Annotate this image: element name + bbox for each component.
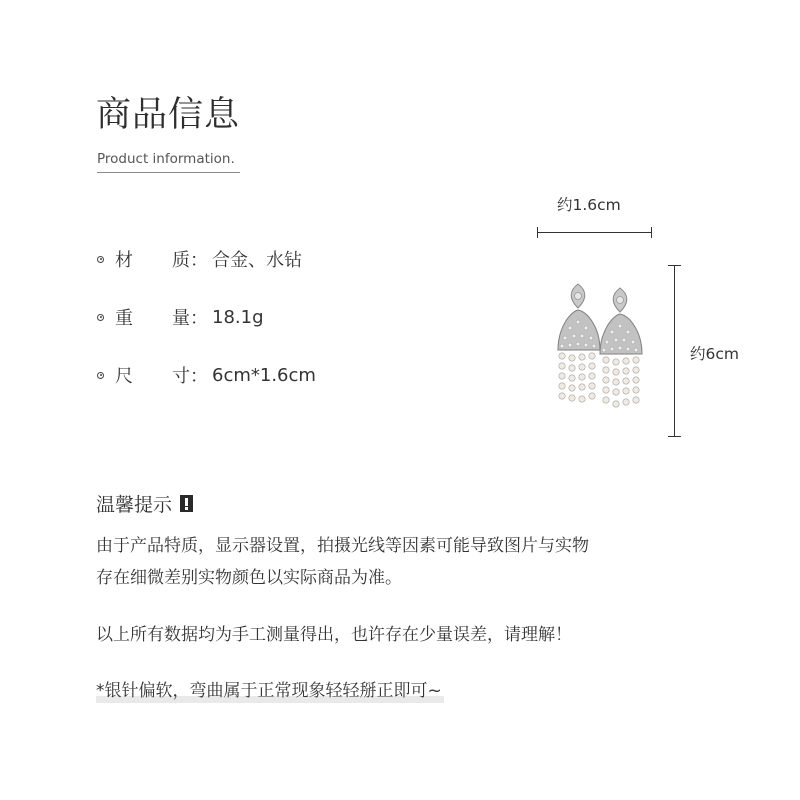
exclamation-icon [180,495,193,512]
spec-colon: ： [190,250,208,271]
spec-colon: ： [190,308,208,329]
notice-paragraph-measurement: 以上所有数据均为手工测量得出，也许存在少量误差，请理解！ [96,625,572,645]
spec-value: 6cm*1.6cm [212,364,316,386]
bullet-icon [97,256,104,263]
spec-label [115,304,190,330]
spec-label [115,362,190,388]
spec-row-size [97,362,316,388]
page-subtitle: Product information. [97,151,235,167]
earring-left-icon [558,284,600,402]
notice-title [96,490,193,517]
notice-paragraph-line: 存在细微差别实物颜色以实际商品为准。 [96,568,402,588]
spec-row-material [97,246,302,272]
width-dimension-cap-right [651,227,652,238]
spec-label-char: 量 [172,308,190,329]
spec-label-char: 质 [172,250,190,271]
height-dimension-label: 约6cm [690,345,739,363]
width-dimension-cap-left [537,227,538,238]
spec-colon: ： [190,366,208,387]
bullet-icon [97,372,104,379]
spec-label-char: 材 [115,250,133,271]
spec-label [115,246,190,272]
spec-value: 18.1g [212,306,264,328]
spec-label-char: 寸 [172,366,190,387]
width-dimension-label: 约1.6cm [557,196,621,214]
height-dimension-cap-bottom [668,436,681,437]
spec-label-char: 尺 [115,366,133,387]
spec-label-char: 重 [115,308,133,329]
bullet-icon [97,314,104,321]
spec-value: 合金、水钻 [212,250,302,271]
width-dimension-line [537,232,652,233]
notice-title-text: 温馨提示 [96,494,173,516]
subtitle-underline [97,172,240,173]
notice-paragraph-line: 由于产品特质，显示器设置，拍摄光线等因素可能导致图片与实物 [96,536,589,556]
spec-row-weight [97,304,264,330]
height-dimension-line [674,265,675,436]
earring-right-icon [600,288,642,407]
height-dimension-cap-top [668,265,681,266]
earring-product-image [548,280,656,420]
page-title: 商品信息 [96,95,241,135]
notice-note: *银针偏软，弯曲属于正常现象轻轻掰正即可~ [96,681,442,701]
